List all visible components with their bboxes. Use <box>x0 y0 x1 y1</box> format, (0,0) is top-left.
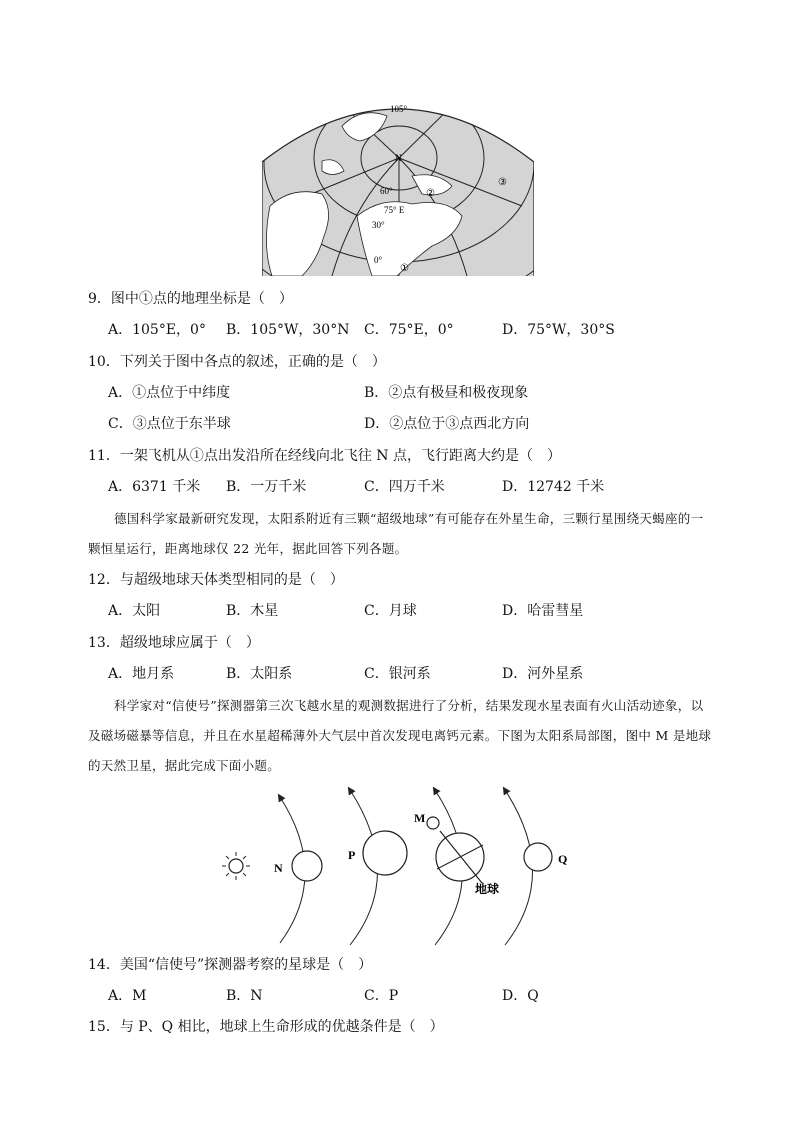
label-p: P <box>348 848 356 862</box>
planet-p <box>363 831 407 875</box>
map-label-pole-n: N <box>395 153 402 163</box>
question-14-stem: 14．美国“信使号”探测器考察的星球是（ ） <box>88 957 373 973</box>
question-11-stem: 11．一架飞机从①点出发沿所在经线向北飞往 N 点，飞行距离大约是（ ） <box>88 448 561 464</box>
q9-option-b[interactable]: B．105°W，30°N <box>226 322 350 338</box>
moon-m <box>427 817 439 829</box>
map-point-2: ② <box>426 188 435 199</box>
question-13-stem: 13．超级地球应属于（ ） <box>88 635 260 651</box>
q12-option-c[interactable]: C．月球 <box>364 603 417 619</box>
label-n: N <box>274 861 283 875</box>
q11-option-c[interactable]: C．四万千米 <box>364 479 445 495</box>
question-15-stem: 15．与 P、Q 相比，地球上生命形成的优越条件是（ ） <box>88 1019 444 1035</box>
question-10-stem: 10．下列关于图中各点的叙述，正确的是（ ） <box>88 354 386 370</box>
q14-option-c[interactable]: C．P <box>364 988 399 1004</box>
q10-option-a[interactable]: A．①点位于中纬度 <box>108 385 231 401</box>
q12-option-a[interactable]: A．太阳 <box>108 603 161 619</box>
q13-option-c[interactable]: C．银河系 <box>364 666 431 682</box>
planet-n <box>292 851 322 881</box>
q14-option-b[interactable]: B．N <box>226 988 263 1004</box>
map-label-75e: 75° E <box>384 205 405 215</box>
map-label-105: 105° <box>390 104 408 114</box>
reading-passage-2: 科学家对“信使号”探测器第三次飞越水星的观测数据进行了分析，结果发现水星表面有火山活动迹象，以及磁场磁暴等信息，并且在水星超稀薄外大气层中首次发现电离钙元素。下图为太阳系局部图，图中 M 是地球的天然卫星，据此完成下面小题。 <box>88 698 712 773</box>
question-12-stem: 12．与超级地球天体类型相同的是（ ） <box>88 572 344 588</box>
question-9-stem: 9．图中①点的地理坐标是（ ） <box>88 291 293 307</box>
map-point-3: ③ <box>498 177 507 188</box>
solar-system-figure <box>210 785 590 950</box>
map-label-0: 0° <box>374 255 383 265</box>
planet-q <box>524 843 552 871</box>
sun-icon <box>222 852 250 880</box>
q11-option-d[interactable]: D．12742 千米 <box>502 479 605 495</box>
map-label-60: 60° <box>380 186 393 196</box>
q12-option-b[interactable]: B．木星 <box>226 603 279 619</box>
q13-option-a[interactable]: A．地月系 <box>108 666 175 682</box>
reading-passage-1: 德国科学家最新研究发现，太阳系附近有三颗“超级地球”有可能存在外星生命，三颗行星围绕天蝎座的一颗恒星运行，距离地球仅 22 光年，据此回答下列各题。 <box>88 511 704 556</box>
q10-option-b[interactable]: B．②点有极昼和极夜现象 <box>364 385 529 401</box>
polar-map-figure <box>262 86 534 276</box>
q10-option-c[interactable]: C．③点位于东半球 <box>108 416 231 432</box>
q14-option-a[interactable]: A．M <box>108 988 147 1004</box>
q11-option-b[interactable]: B．一万千米 <box>226 479 307 495</box>
map-point-1: ① <box>400 263 409 274</box>
q9-option-a[interactable]: A．105°E，0° <box>108 322 206 338</box>
q13-option-d[interactable]: D．河外星系 <box>502 666 584 682</box>
q14-option-d[interactable]: D．Q <box>502 988 539 1004</box>
q9-option-c[interactable]: C．75°E，0° <box>364 322 454 338</box>
map-label-30: 30° <box>372 220 385 230</box>
q11-option-a[interactable]: A．6371 千米 <box>108 479 201 495</box>
label-q: Q <box>558 852 568 866</box>
q9-option-d[interactable]: D．75°W，30°S <box>502 322 615 338</box>
label-m: M <box>414 811 426 825</box>
q10-option-d[interactable]: D．②点位于③点西北方向 <box>364 416 530 432</box>
q13-option-b[interactable]: B．太阳系 <box>226 666 293 682</box>
label-earth: 地球 <box>475 882 500 896</box>
q12-option-d[interactable]: D．哈雷彗星 <box>502 603 584 619</box>
